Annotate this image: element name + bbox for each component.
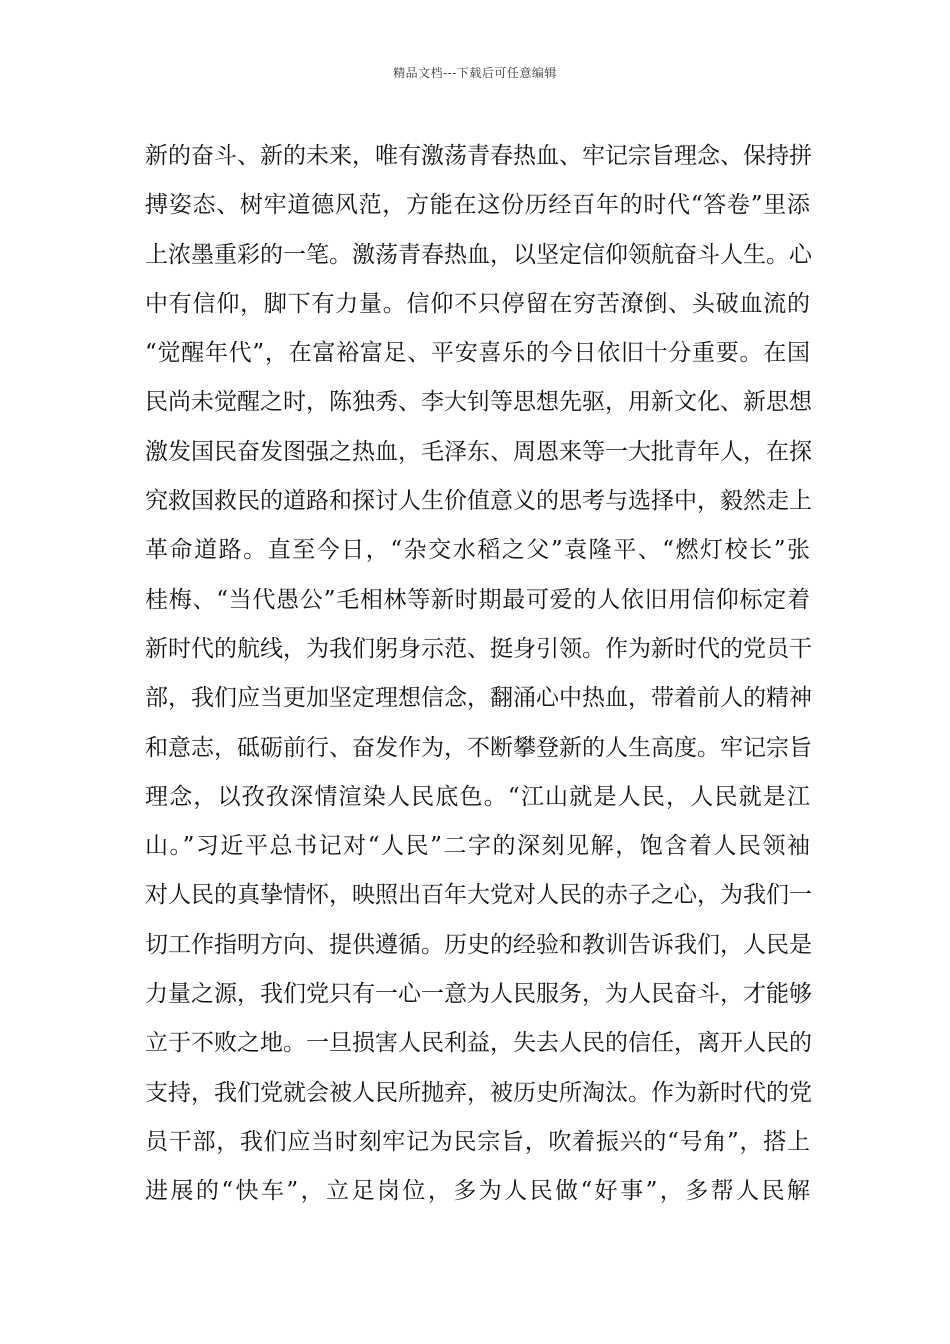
text-line: 理念，以孜孜深情渲染人民底色。“江山就是人民，人民就是江 <box>145 783 810 810</box>
text-line: 搏姿态、树牢道德风范，方能在这份历经百年的时代“答卷”里添 <box>145 192 810 219</box>
text-line: 桂梅、“当代愚公”毛相林等新时期最可爱的人依旧用信仰标定着 <box>145 586 810 613</box>
text-line: 革命道路。直至今日，“杂交水稻之父”袁隆平、“燃灯校长”张 <box>145 537 810 564</box>
text-line: 新的奋斗、新的未来，唯有激荡青春热血、牢记宗旨理念、保持拼 <box>145 143 812 169</box>
text-line: “觉醒年代”，在富裕富足、平安喜乐的今日依旧十分重要。在国 <box>145 340 810 367</box>
text-line: 支持，我们党就会被人民所抛弃，被历史所淘汰。作为新时代的党 <box>145 1079 812 1106</box>
text-line: 员干部，我们应当时刻牢记为民宗旨，吹着振兴的“号角”，搭上 <box>145 1128 810 1155</box>
text-line: 进展的“快车”，立足岗位，多为人民做“好事”，多帮人民解 <box>145 1178 810 1205</box>
text-line: 民尚未觉醒之时，陈独秀、李大钊等思想先驱，用新文化、新思想 <box>145 389 812 416</box>
text-line: 立于不败之地。一旦损害人民利益，失去人民的信任，离开人民的 <box>145 1030 812 1057</box>
text-line: 对人民的真挚情怀，映照出百年大党对人民的赤子之心，为我们一 <box>145 882 812 909</box>
text-line: 激发国民奋发图强之热血，毛泽东、周恩来等一大批青年人，在探 <box>145 438 812 465</box>
body-paragraph <box>145 132 810 1217</box>
text-line: 新时代的航线，为我们躬身示范、挺身引领。作为新时代的党员干 <box>145 635 812 662</box>
text-line: 上浓墨重彩的一笔。激荡青春热血，以坚定信仰领航奋斗人生。心 <box>145 241 812 268</box>
text-line: 和意志，砥砺前行、奋发作为，不断攀登新的人生高度。牢记宗旨 <box>145 734 812 761</box>
text-line: 切工作指明方向、提供遵循。历史的经验和教训告诉我们，人民是 <box>145 931 812 958</box>
text-line: 山。”习近平总书记对“人民”二字的深刻见解，饱含着人民领袖 <box>145 833 810 860</box>
text-line: 中有信仰，脚下有力量。信仰不只停留在穷苦潦倒、头破血流的 <box>145 290 810 317</box>
text-line: 力量之源，我们党只有一心一意为人民服务，为人民奋斗，才能够 <box>145 981 812 1008</box>
text-line: 部，我们应当更加坚定理想信念，翻涌心中热血，带着前人的精神 <box>145 685 812 712</box>
text-line: 究救国救民的道路和探讨人生价值意义的思考与选择中，毅然走上 <box>145 488 812 515</box>
page-header: 精品文档---下载后可任意编辑 <box>393 66 557 80</box>
